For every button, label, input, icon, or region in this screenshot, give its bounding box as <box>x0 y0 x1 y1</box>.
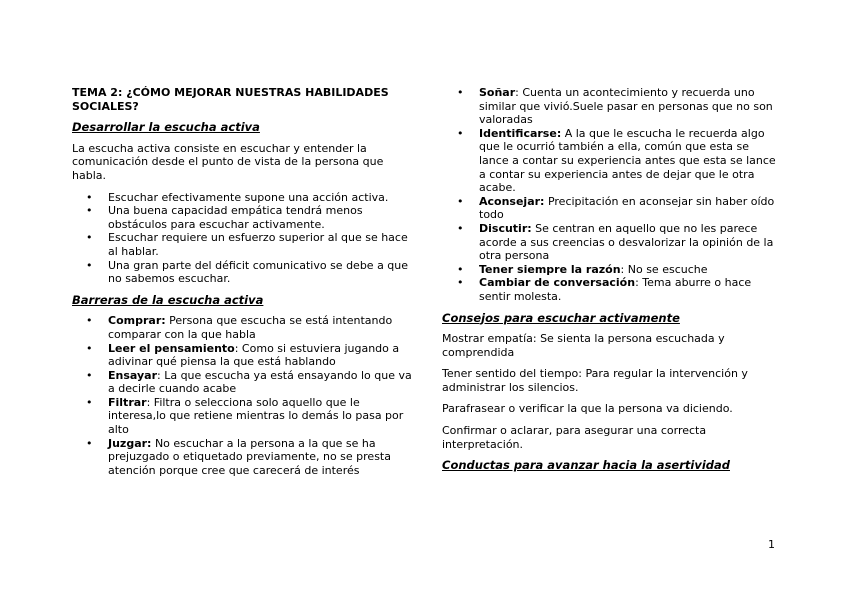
term: Comprar: <box>108 314 166 328</box>
list-item: • Escuchar efectivamente supone una acción activa. <box>108 191 414 205</box>
list-item <box>108 396 414 437</box>
term: Tener siempre la razón <box>479 262 621 276</box>
paragraph: Confirmar o aclarar, para asegurar una correcta interpretación. <box>442 424 707 451</box>
term: Aconsejar: <box>479 194 545 208</box>
list-item <box>108 314 414 341</box>
heading-escucha-activa: Desarrollar la escucha activa <box>72 120 260 135</box>
left-column <box>72 86 414 485</box>
definition: A la que le escucha le recuerda algo que le ocurrió también a ella, común que esta se lance a contar su experiencia antes que esta se lance a contar su experiencia antes de dejar que le otra acabe. <box>479 126 776 195</box>
definition: Precipitación en aconsejar sin haber oído todo <box>479 194 775 222</box>
page-number: 1 <box>768 538 775 551</box>
list-item: • Una buena capacidad empática tendrá menos obstáculos para escuchar activamente. <box>108 204 414 231</box>
definition: : Filtra o selecciona solo aquello que le interesa,lo que retiene mientras lo demás lo pasa por alto <box>108 395 404 437</box>
definition: : Cuenta un acontecimiento y recuerda uno similar que vivió.Suele pasar en personas que no son valoradas <box>479 86 773 127</box>
list-item <box>108 369 414 396</box>
paragraph: Mostrar empatía: Se sienta la persona escuchada y comprendida <box>442 332 725 359</box>
paragraph: Tener sentido del tiempo: Para regular la intervención y administrar los silencios. <box>442 367 748 394</box>
definition: Persona que escucha se está intentando comparar con la que habla <box>108 314 393 341</box>
term: Filtrar <box>108 395 147 409</box>
barreras-list <box>72 314 414 477</box>
list-item <box>479 276 780 303</box>
list-item: • Una gran parte del déficit comunicativo se debe a que no sabemos escuchar. <box>108 259 414 286</box>
escucha-list <box>72 191 414 286</box>
definition: : No se escuche <box>620 262 708 276</box>
heading-conductas: Conductas para avanzar hacia la asertividad <box>442 458 730 473</box>
barreras-list-continued <box>442 86 780 304</box>
definition: Se centran en aquello que no les parece acorde a sus creencias o desvalorizar la opinión de la otra persona <box>479 221 774 263</box>
intro-paragraph: La escucha activa consiste en escuchar y entender la comunicación desde el punto de vista de la persona que habla. <box>72 141 384 182</box>
list-item <box>479 222 780 263</box>
list-item <box>108 437 414 478</box>
term: Identificarse: <box>479 126 562 140</box>
list-item: • Escuchar requiere un esfuerzo superior al que se hace al hablar. <box>108 231 414 258</box>
term: Soñar <box>479 86 516 99</box>
paragraph: Parafrasear o verificar la que la persona va diciendo. <box>442 402 733 416</box>
definition: : Tema aburre o hace sentir molesta. <box>479 276 752 303</box>
list-item <box>479 127 780 195</box>
definition: : La que escucha ya está ensayando lo que va a decirle cuando acabe <box>108 368 412 396</box>
term: Leer el pensamiento <box>108 341 235 355</box>
right-column <box>442 86 780 480</box>
term: Discutir: <box>479 221 532 235</box>
heading-barreras: Barreras de la escucha activa <box>72 292 264 307</box>
term: Juzgar: <box>108 436 152 450</box>
document-title: TEMA 2: ¿CÓMO MEJORAR NUESTRAS HABILIDADES SOCIALES? <box>72 86 389 113</box>
list-item <box>479 263 780 277</box>
list-item <box>108 342 414 369</box>
term: Cambiar de conversación <box>479 276 636 290</box>
definition: : Como si estuviera jugando a adivinar qué piensa la que está hablando <box>108 341 400 369</box>
heading-consejos: Consejos para escuchar activamente <box>442 310 680 325</box>
term: Ensayar <box>108 368 157 382</box>
list-item <box>479 195 780 222</box>
definition: No escuchar a la persona a la que se ha prejuzgado o etiquetado previamente, no se presta atención porque cree que carecerá de interés <box>108 436 391 477</box>
list-item <box>479 86 780 127</box>
